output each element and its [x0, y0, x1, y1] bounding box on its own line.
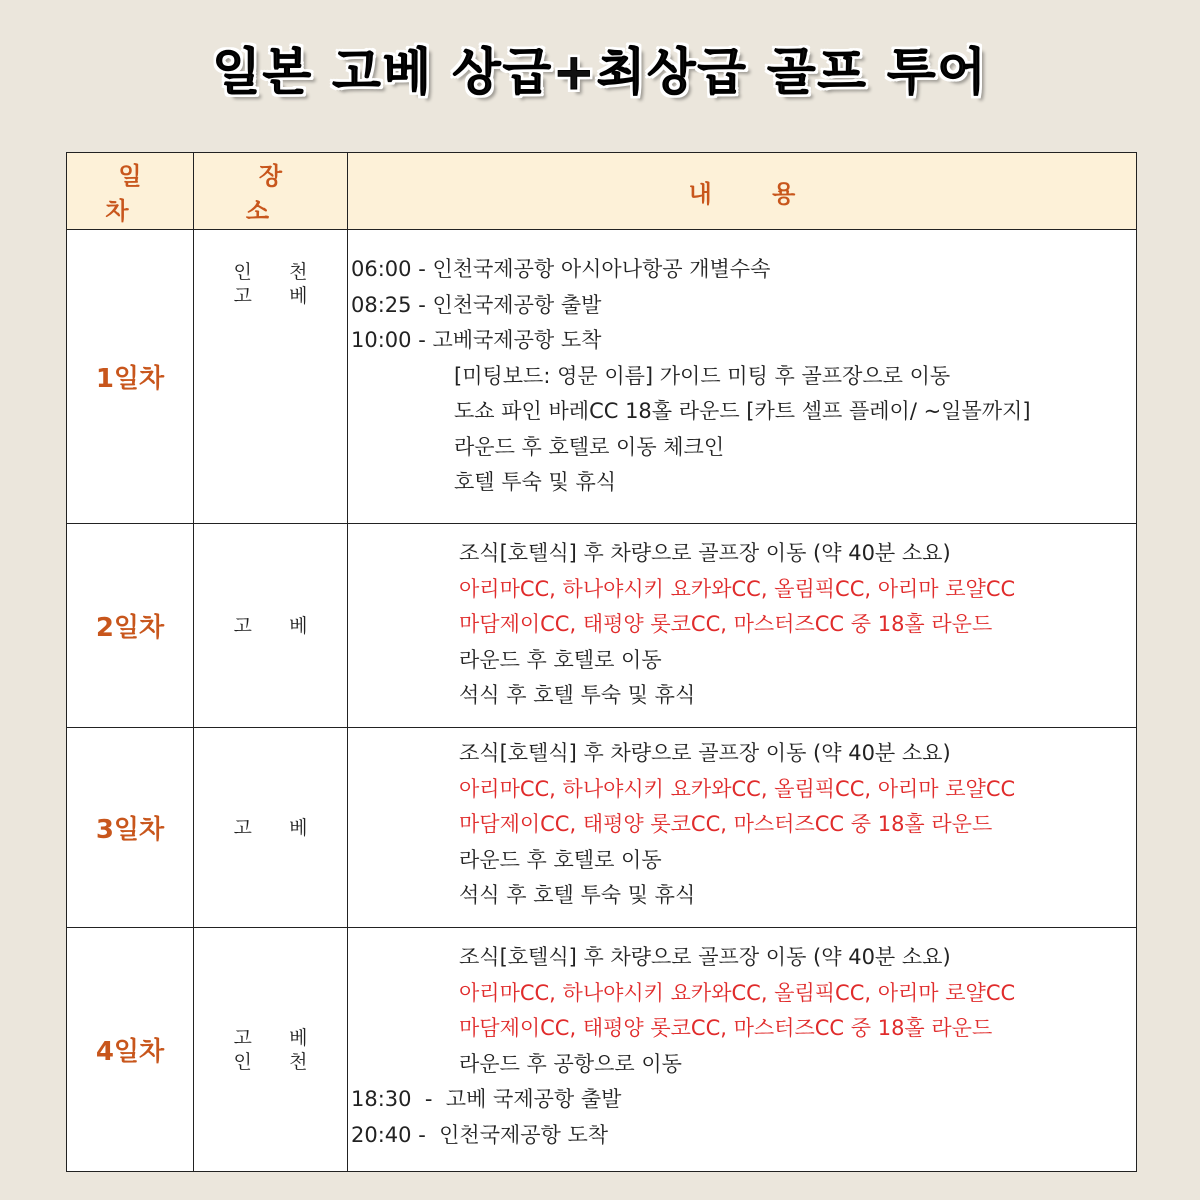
day-label: 1일차 — [67, 230, 194, 524]
place-cell — [194, 728, 348, 928]
header-day: 일 차 — [67, 153, 194, 230]
day-label: 3일차 — [67, 728, 194, 928]
schedule-line: 20:40 - 인천국제공항 도착 — [351, 1122, 609, 1147]
schedule-line: 라운드 후 호텔로 이동 — [459, 647, 662, 672]
schedule-line: 조식[호텔식] 후 차량으로 골프장 이동 (약 40분 소요) — [459, 945, 951, 969]
day-label: 4일차 — [67, 928, 194, 1172]
golf-course-line: 아리마CC, 하나야시키 요카와CC, 올림픽CC, 아리마 로얄CC — [459, 576, 1016, 601]
place-cell — [194, 928, 348, 1172]
place-line: 고 베 — [233, 285, 308, 307]
schedule-line: 석식 후 호텔 투숙 및 휴식 — [459, 683, 696, 707]
golf-course-line: 마담제이CC, 태평양 롯코CC, 마스터즈CC 중 18홀 라운드 — [459, 812, 993, 836]
place-line: 고 베 — [233, 614, 308, 637]
schedule-line: 라운드 후 호텔로 이동 체크인 — [454, 434, 725, 459]
content-cell — [348, 230, 1137, 524]
schedule-line: 08:25 - 인천국제공항 출발 — [351, 292, 602, 317]
schedule-line: 18:30 - 고베 국제공항 출발 — [351, 1087, 622, 1111]
place-cell — [194, 230, 348, 524]
day-label: 2일차 — [67, 524, 194, 728]
schedule-line: 도쇼 파인 바레CC 18홀 라운드 [카트 셀프 플레이/ ~일몰까지] — [454, 399, 1031, 423]
place-line: 인 천 — [233, 1050, 308, 1073]
content-cell — [348, 728, 1137, 928]
content-cell — [348, 928, 1137, 1172]
table-row — [67, 728, 1137, 928]
schedule-line: 조식[호텔식] 후 차량으로 골프장 이동 (약 40분 소요) — [459, 741, 951, 765]
schedule-line: 10:00 - 고베국제공항 도착 — [351, 328, 602, 352]
schedule-line: 06:00 - 인천국제공항 아시아나항공 개별수속 — [351, 257, 771, 281]
schedule-line: 석식 후 호텔 투숙 및 휴식 — [459, 883, 696, 907]
header-place: 장 소 — [194, 153, 348, 230]
place-line: 인 천 — [233, 261, 308, 283]
table-row — [67, 524, 1137, 728]
schedule-line: 라운드 후 공항으로 이동 — [459, 1051, 682, 1076]
schedule-line: 라운드 후 호텔로 이동 — [459, 847, 662, 872]
header-content: 내 용 — [348, 153, 1137, 230]
schedule-table — [66, 152, 1137, 1172]
table-header-row — [67, 153, 1137, 230]
place-line: 고 베 — [233, 1026, 308, 1049]
content-cell — [348, 524, 1137, 728]
schedule-line: 호텔 투숙 및 휴식 — [454, 470, 617, 494]
golf-course-line: 마담제이CC, 태평양 롯코CC, 마스터즈CC 중 18홀 라운드 — [459, 612, 993, 636]
table-row — [67, 928, 1137, 1172]
place-cell — [194, 524, 348, 728]
golf-course-line: 마담제이CC, 태평양 롯코CC, 마스터즈CC 중 18홀 라운드 — [459, 1016, 993, 1040]
golf-course-line: 아리마CC, 하나야시키 요카와CC, 올림픽CC, 아리마 로얄CC — [459, 776, 1016, 801]
schedule-line: [미팅보드: 영문 이름] 가이드 미팅 후 골프장으로 이동 — [454, 363, 951, 388]
table-row — [67, 230, 1137, 524]
golf-course-line: 아리마CC, 하나야시키 요카와CC, 올림픽CC, 아리마 로얄CC — [459, 980, 1016, 1005]
schedule-line: 조식[호텔식] 후 차량으로 골프장 이동 (약 40분 소요) — [459, 541, 951, 565]
place-line: 고 베 — [233, 816, 308, 839]
page-title: 일본 고베 상급+최상급 골프 투어 — [212, 43, 988, 101]
